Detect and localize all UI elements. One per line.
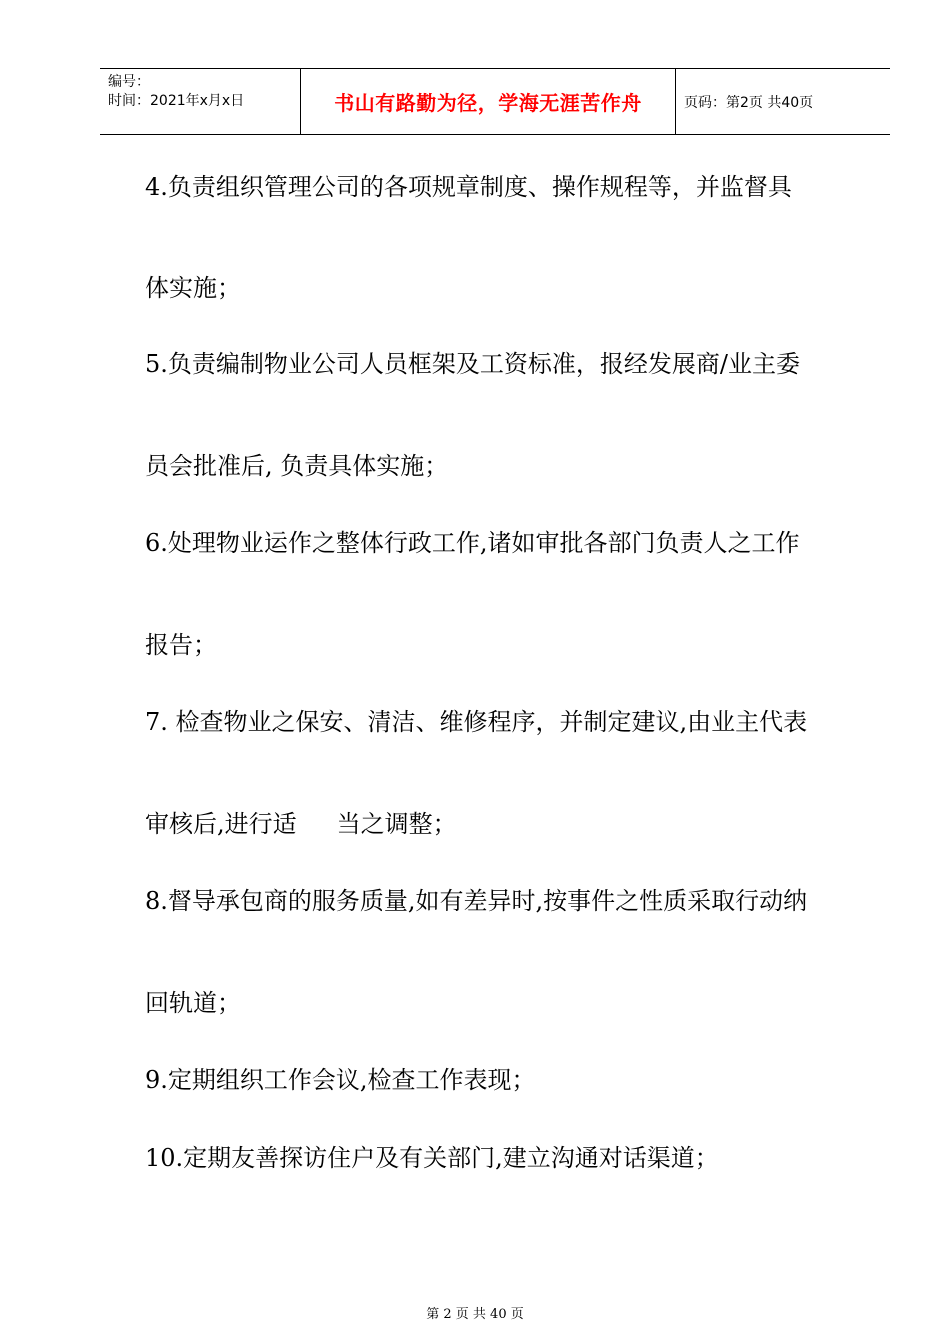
time-label: 时间：2021年x月x日 xyxy=(108,93,245,109)
body-line-5: 6.处理物业运作之整体行政工作,诸如审批各部门负责人之工作 xyxy=(145,529,800,557)
header-motto: 书山有路勤为径，学海无涯苦作舟 xyxy=(301,69,676,134)
header-meta xyxy=(100,69,301,134)
body-line-4: 员会批准后, 负责具体实施； xyxy=(145,452,449,480)
number-label: 编号： xyxy=(108,74,150,90)
body-line-9: 8.督导承包商的服务质量,如有差异时,按事件之性质采取行动纳 xyxy=(145,887,808,915)
body-line-11: 9.定期组织工作会议,检查工作表现； xyxy=(145,1066,536,1094)
body-line-8-part-1: 审核后,进行适 xyxy=(145,810,297,838)
body-line-8-part-2: 当之调整； xyxy=(336,810,457,838)
body-line-7: 7. 检查物业之保安、清洁、维修程序，并制定建议,由业主代表 xyxy=(145,708,808,736)
page-footer: 第 2 页 共 40 页 xyxy=(426,1307,524,1322)
body-line-10: 回轨道； xyxy=(145,989,241,1017)
document-header xyxy=(100,68,890,135)
body-line-3: 5.负责编制物业公司人员框架及工资标准，报经发展商/业主委 xyxy=(145,350,800,378)
body-line-1: 4.负责组织管理公司的各项规章制度、操作规程等，并监督具 xyxy=(145,173,792,201)
body-line-2: 体实施； xyxy=(145,274,241,302)
header-page-code: 页码：第2页 共40页 xyxy=(684,94,814,111)
body-line-6: 报告； xyxy=(145,631,217,659)
body-line-12: 10.定期友善探访住户及有关部门,建立沟通对话渠道； xyxy=(145,1144,719,1172)
body-line-8 xyxy=(145,809,457,839)
